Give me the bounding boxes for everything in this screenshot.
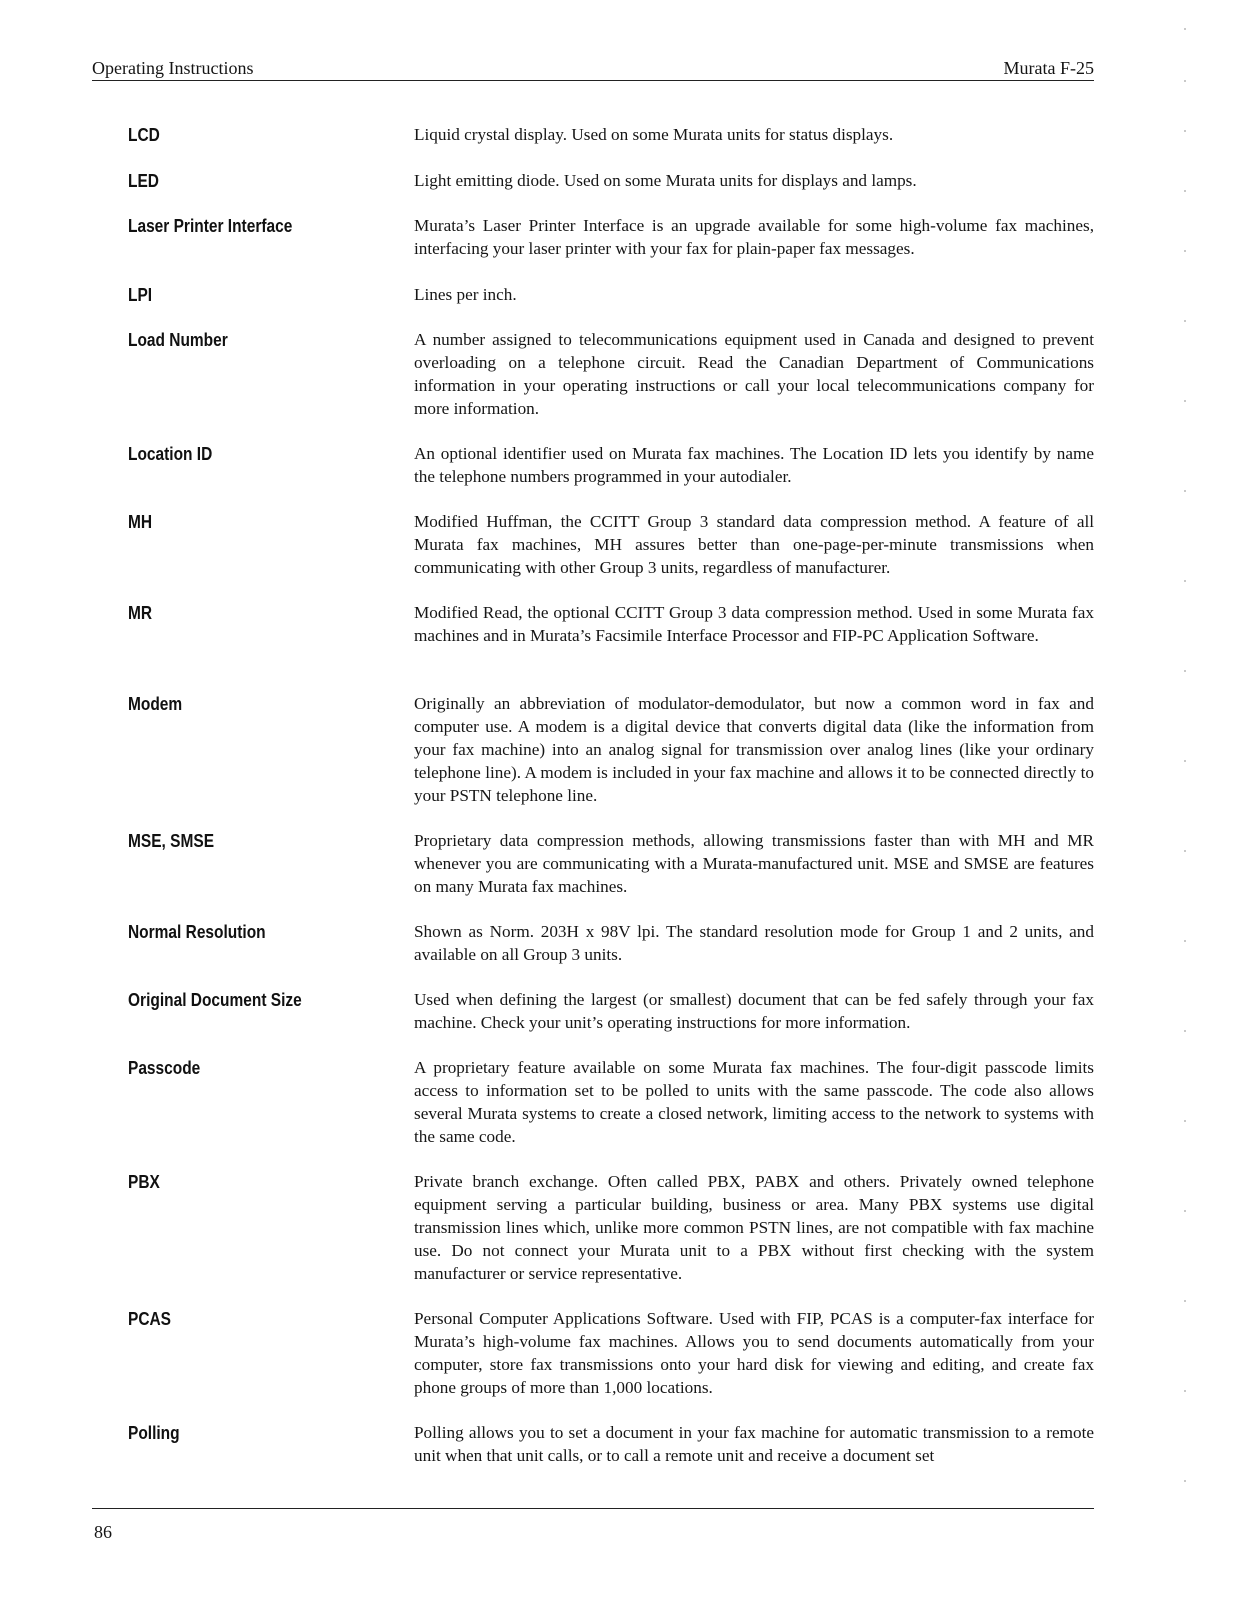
header-product-name: Murata F-25 bbox=[1003, 58, 1094, 78]
glossary-definition: Light emitting diode. Used on some Murata units for displays and lamps. bbox=[414, 171, 917, 190]
glossary-term: Normal Resolution bbox=[128, 922, 266, 942]
glossary-term: MH bbox=[128, 512, 153, 532]
glossary-term: Passcode bbox=[128, 1058, 201, 1078]
glossary-definition: Polling allows you to set a document in your fax machine for automatic transmission to a remote unit when that unit calls, or to call a remote unit and receive a document set bbox=[414, 1423, 1094, 1465]
glossary-term: PCAS bbox=[128, 1309, 172, 1329]
glossary-definition: Modified Huffman, the CCITT Group 3 standard data compression method. A feature of all Murata fax machines, MH assures better than one-page-per-minute transmissions when communicating with other Group 3 units, regardless of manufacturer. bbox=[414, 512, 1094, 577]
glossary-definition: A number assigned to telecommunications equipment used in Canada and designed to prevent overloading on a telephone circuit. Read the Canadian Department of Communications information in your operating instructions or call your local telecommunications company for more information. bbox=[414, 330, 1094, 418]
glossary-definition: Lines per inch. bbox=[414, 285, 517, 304]
glossary-term: MSE, SMSE bbox=[128, 831, 215, 851]
glossary-term: Modem bbox=[128, 694, 183, 714]
glossary-term: PBX bbox=[128, 1172, 160, 1192]
glossary-definition: Used when defining the largest (or smallest) document that can be fed safely through your fax machine. Check your unit’s operating instructions for more information. bbox=[414, 990, 1094, 1032]
glossary-term: Polling bbox=[128, 1423, 180, 1443]
glossary-term: LCD bbox=[128, 125, 160, 145]
glossary-definition: Proprietary data compression methods, allowing transmissions faster than with MH and MR whenever you are communicating with a Murata-manufactured unit. MSE and SMSE are features on many Murata fax machines. bbox=[414, 831, 1094, 896]
glossary-term: LED bbox=[128, 171, 159, 191]
page-number: 86 bbox=[94, 1522, 112, 1542]
glossary-term: MR bbox=[128, 603, 153, 623]
glossary-definition: Liquid crystal display. Used on some Murata units for status displays. bbox=[414, 125, 894, 144]
glossary-definition: Personal Computer Applications Software. Used with FIP, PCAS is a computer-fax interface for Murata’s high-volume fax machines. Allows you to send documents automatically from your computer, store fax transmissions onto your hard disk for viewing and editing, and create fax phone groups of more than 1,000 locations. bbox=[414, 1309, 1094, 1397]
glossary-definition: Shown as Norm. 203H x 98V lpi. The standard resolution mode for Group 1 and 2 units, and available on all Group 3 units. bbox=[414, 922, 1094, 964]
glossary-definition: Private branch exchange. Often called PBX, PABX and others. Privately owned telephone equipment serving a particular building, business or area. Many PBX systems use digital transmission lines which, unlike more common PSTN lines, are not compatible with fax machine use. Do not connect your Murata unit to a PBX without first checking with the system manufacturer or service representative. bbox=[414, 1172, 1094, 1283]
glossary-term: Laser Printer Interface bbox=[128, 216, 293, 236]
glossary-definition: Originally an abbreviation of modulator-demodulator, but now a common word in fax and computer use. A modem is a digital device that converts digital data (like the information from your fax machine) into an analog signal for transmission over analog lines (like your ordinary telephone line). A modem is included in your fax machine and allows it to be connected directly to your PSTN telephone line. bbox=[414, 694, 1094, 805]
footer-rule bbox=[92, 1508, 1094, 1509]
header-section-title: Operating Instructions bbox=[92, 58, 254, 78]
glossary-term: Load Number bbox=[128, 330, 228, 350]
glossary-term: Location ID bbox=[128, 444, 213, 464]
scan-margin-noise bbox=[1176, 20, 1196, 1560]
glossary-term: Original Document Size bbox=[128, 990, 302, 1010]
glossary-definition: A proprietary feature available on some Murata fax machines. The four-digit passcode limits access to information set to be polled to units with the same passcode. The code also allows several Murata systems to create a closed network, limiting access to the network to systems with the same code. bbox=[414, 1058, 1094, 1146]
glossary-definition: An optional identifier used on Murata fax machines. The Location ID lets you identify by name the telephone numbers programmed in your autodialer. bbox=[414, 444, 1094, 486]
glossary-term: LPI bbox=[128, 285, 153, 305]
glossary-definition: Modified Read, the optional CCITT Group 3 data compression method. Used in some Murata fax machines and in Murata’s Facsimile Interface Processor and FIP-PC Application Software. bbox=[414, 603, 1094, 645]
glossary-definition: Murata’s Laser Printer Interface is an upgrade available for some high-volume fax machines, interfacing your laser printer with your fax for plain-paper fax messages. bbox=[414, 216, 1094, 258]
